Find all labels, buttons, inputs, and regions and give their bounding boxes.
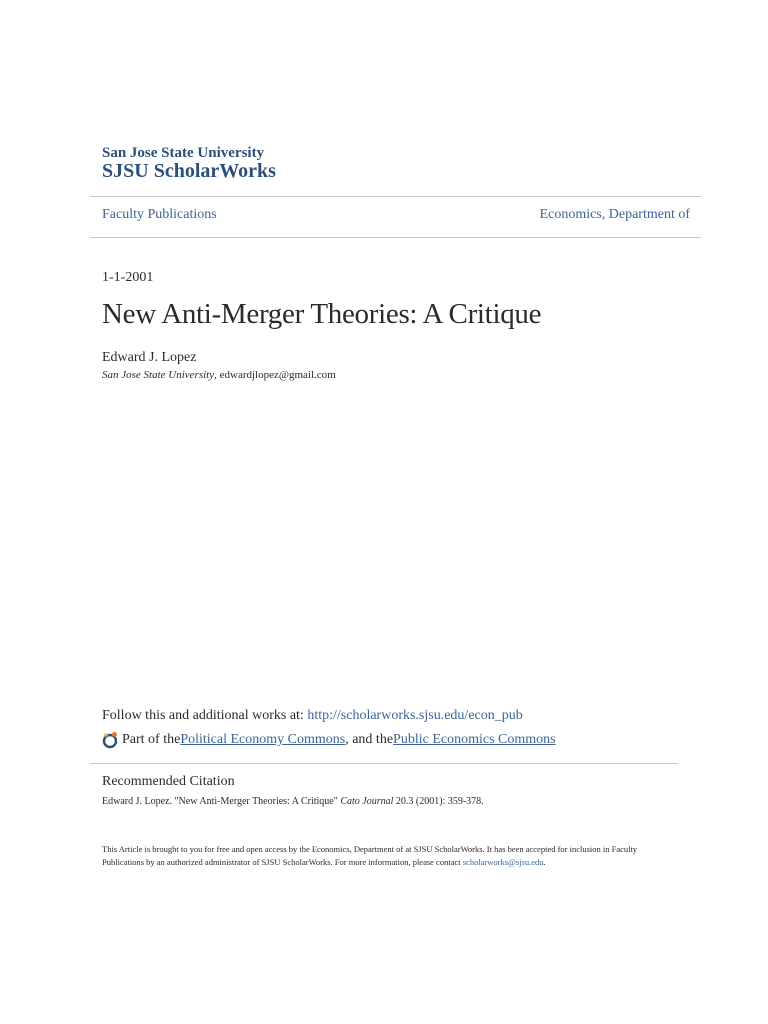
collection-url-link[interactable]: http://scholarworks.sjsu.edu/econ_pub bbox=[307, 708, 523, 723]
political-economy-commons-link[interactable]: Political Economy Commons bbox=[180, 732, 346, 747]
citation-heading: Recommended Citation bbox=[102, 774, 235, 789]
citation-journal: Cato Journal bbox=[340, 796, 394, 807]
contact-email-link[interactable]: scholarworks@sjsu.edu bbox=[462, 857, 544, 867]
author-affiliation bbox=[102, 369, 336, 381]
collection-link[interactable]: Faculty Publications bbox=[102, 207, 217, 222]
article-title: New Anti-Merger Theories: A Critique bbox=[102, 298, 542, 330]
notice-end: . bbox=[543, 857, 546, 867]
header-divider-top bbox=[90, 196, 701, 197]
part-of-middle: , and the bbox=[345, 732, 394, 747]
citation-divider bbox=[90, 763, 678, 764]
follow-label: Follow this and additional works at: bbox=[102, 708, 308, 723]
publication-date: 1-1-2001 bbox=[102, 270, 154, 285]
citation-after: 20.3 (2001): 359-378. bbox=[393, 796, 484, 807]
citation-text bbox=[102, 796, 484, 807]
repository-name[interactable]: SJSU ScholarWorks bbox=[102, 160, 276, 182]
part-of-line bbox=[102, 731, 556, 749]
university-name: San Jose State University bbox=[102, 145, 265, 161]
affiliation-separator: , bbox=[214, 369, 220, 381]
public-economics-commons-link[interactable]: Public Economics Commons bbox=[393, 732, 556, 747]
follow-line bbox=[102, 708, 523, 724]
commons-network-icon[interactable] bbox=[102, 731, 120, 749]
notice-text: This Article is brought to you for free and open access by the Economics, Department of at SJSU ScholarWorks. It has been accepted for inclusion in Faculty Publications by an authorized administrator of SJSU ScholarWorks. For more information, please contact bbox=[102, 844, 638, 867]
citation-before: Edward J. Lopez. "New Anti-Merger Theories: A Critique" bbox=[102, 796, 341, 807]
department-link[interactable]: Economics, Department of bbox=[539, 207, 690, 222]
affiliation-name: San Jose State University bbox=[102, 369, 215, 381]
author-name: Edward J. Lopez bbox=[102, 350, 197, 365]
part-of-prefix: Part of the bbox=[122, 732, 181, 747]
access-notice bbox=[102, 843, 672, 869]
header-divider-bottom bbox=[90, 237, 701, 238]
author-email: edwardjlopez@gmail.com bbox=[219, 369, 336, 381]
